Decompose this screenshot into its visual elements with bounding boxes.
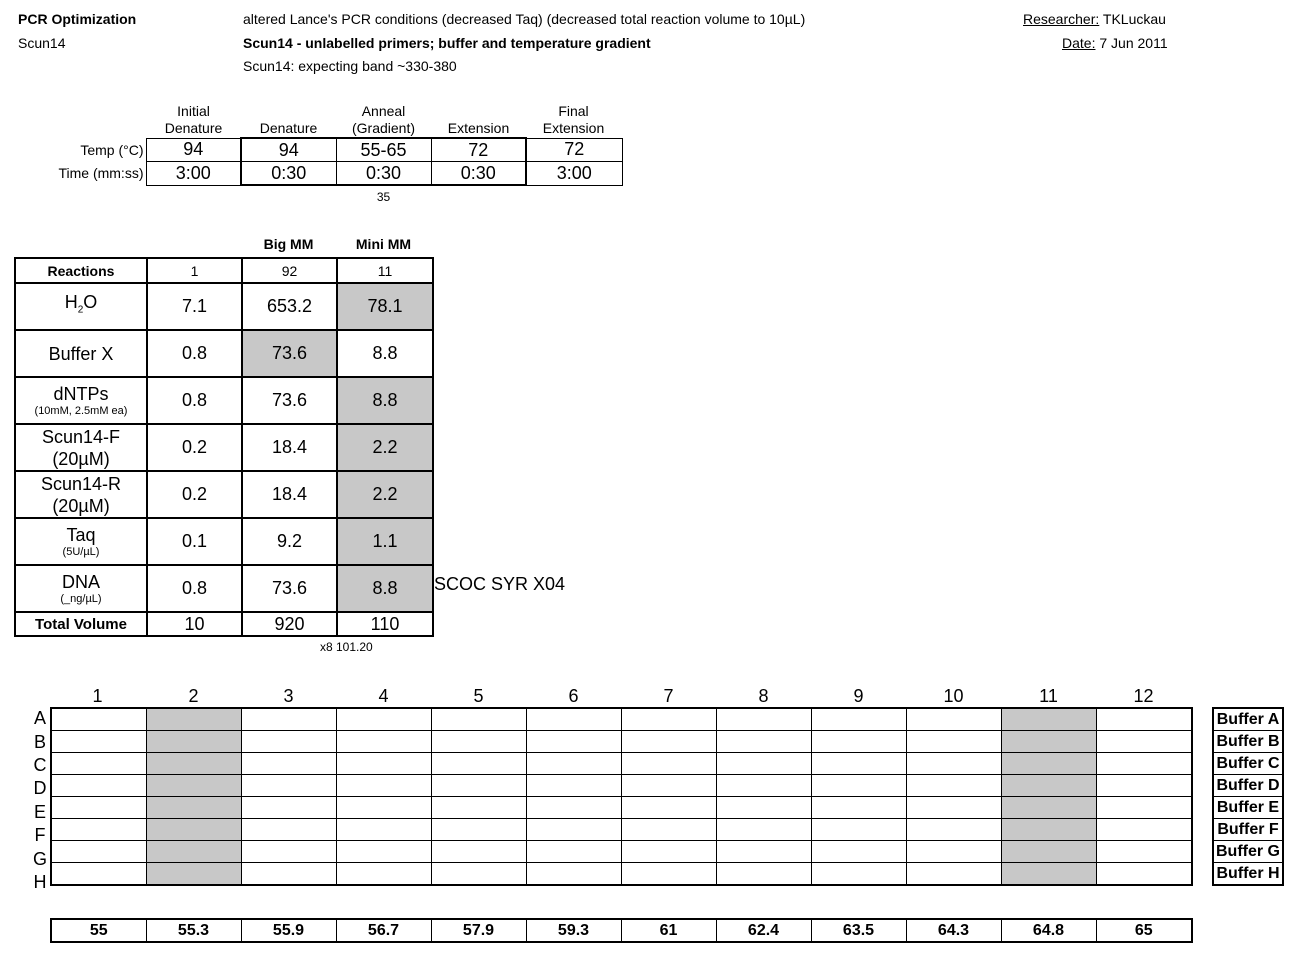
buffer-label: Buffer C	[1213, 753, 1283, 775]
time-cell: 3:00	[146, 162, 241, 186]
mm-cell: 7.1	[147, 283, 242, 330]
plate-well	[1096, 841, 1192, 863]
gradient-temp: 63.5	[811, 919, 906, 942]
plate-well	[526, 753, 621, 775]
gradient-temp: 57.9	[431, 919, 526, 942]
mm-cell: 653.2	[242, 283, 337, 330]
mm-cell: 78.1	[337, 283, 433, 330]
plate-well	[811, 819, 906, 841]
plate-row-label: E	[33, 802, 46, 822]
plate-well	[431, 863, 526, 886]
plate-row-label: C	[33, 755, 47, 775]
plate-well	[336, 797, 431, 819]
plate-well	[716, 731, 811, 753]
mm-cell: 73.6	[242, 377, 337, 424]
plate-well	[51, 753, 146, 775]
buffer-column	[1212, 707, 1284, 886]
mm-cell: 0.8	[147, 377, 242, 424]
plate-row-label: F	[34, 825, 46, 845]
temp-label: Temp (°C)	[80, 141, 144, 158]
mm-cell: 2.2	[337, 424, 433, 471]
dna-sample-id: SCOC SYR X04	[434, 574, 566, 594]
plate-well	[146, 708, 241, 731]
time-cell: 0:30	[241, 162, 336, 186]
plate-well	[811, 708, 906, 731]
mm-cell: 8.8	[337, 377, 433, 424]
mm-cell: 9.2	[242, 518, 337, 565]
plate-row-label: D	[33, 778, 47, 798]
plate-well	[621, 753, 716, 775]
plate-well	[1001, 841, 1096, 863]
mm-cell: 18.4	[242, 471, 337, 518]
gradient-temp: 65	[1096, 919, 1192, 942]
header-note-1: altered Lance's PCR conditions (decreased Taq) (decreased total reaction volume to 10µL)	[243, 11, 806, 27]
plate-well	[51, 775, 146, 797]
mini-mm-label: Mini MM	[355, 236, 412, 252]
plate-well	[811, 841, 906, 863]
plate-row	[51, 708, 1192, 731]
plate-col-label: 9	[853, 686, 864, 706]
plate-well	[1001, 775, 1096, 797]
plate-row-label: A	[33, 708, 46, 728]
master-mix-table	[14, 257, 434, 637]
plate-well	[906, 731, 1001, 753]
plate-well	[431, 797, 526, 819]
gradient-temp: 55.3	[146, 919, 241, 942]
plate-col-label: 11	[1039, 686, 1058, 706]
plate-well	[526, 731, 621, 753]
gradient-temp: 64.3	[906, 919, 1001, 942]
doc-subtitle: Scun14	[18, 35, 66, 51]
plate-col-label: 2	[188, 686, 199, 706]
plate-well	[906, 797, 1001, 819]
col-extension: Extension	[447, 120, 510, 136]
temp-cell: 72	[431, 138, 526, 162]
plate-row	[51, 775, 1192, 797]
plate-well	[241, 775, 336, 797]
plate-col-label: 12	[1133, 686, 1154, 706]
plate-well	[1001, 819, 1096, 841]
reactions-cell: 1	[147, 258, 242, 283]
plate-well	[1096, 819, 1192, 841]
plate-well	[1001, 708, 1096, 731]
plate-well	[146, 863, 241, 886]
plate-well	[621, 863, 716, 886]
plate-well	[146, 797, 241, 819]
buffer-label: Buffer F	[1213, 819, 1283, 841]
buffer-label: Buffer D	[1213, 775, 1283, 797]
plate-well	[241, 708, 336, 731]
temp-cell: 72	[526, 138, 622, 162]
mm-cell: 8.8	[337, 330, 433, 377]
plate-well	[1001, 731, 1096, 753]
plate-well	[336, 841, 431, 863]
gradient-temp: 59.3	[526, 919, 621, 942]
plate-well	[336, 731, 431, 753]
plate-well	[241, 819, 336, 841]
plate-well	[716, 753, 811, 775]
plate-well	[716, 797, 811, 819]
plate-well	[51, 731, 146, 753]
plate-col-label: 3	[283, 686, 294, 706]
time-cell: 0:30	[431, 162, 526, 186]
reagent-primer-r: Scun14-R (20µM)	[15, 471, 147, 518]
plate-well	[1096, 863, 1192, 886]
temperature-gradient-row	[50, 918, 1193, 943]
gradient-temp: 61	[621, 919, 716, 942]
plate-well	[621, 819, 716, 841]
plate-well	[51, 863, 146, 886]
plate-well	[716, 708, 811, 731]
total-cell: 10	[147, 612, 242, 636]
plate-well	[431, 819, 526, 841]
plate-well	[811, 797, 906, 819]
plate-well	[1096, 731, 1192, 753]
plate-col-label: 6	[568, 686, 579, 706]
plate-well	[621, 731, 716, 753]
plate-well	[621, 708, 716, 731]
plate-row-label: H	[33, 872, 47, 892]
plate-well	[146, 753, 241, 775]
plate-well	[241, 841, 336, 863]
plate-well	[811, 731, 906, 753]
col-anneal: Anneal (Gradient)	[351, 103, 416, 136]
buffer-label: Buffer B	[1213, 731, 1283, 753]
plate-row	[51, 797, 1192, 819]
mm-cell: 18.4	[242, 424, 337, 471]
plate-well	[906, 841, 1001, 863]
mm-cell: 73.6	[242, 565, 337, 612]
reactions-label: Reactions	[15, 258, 147, 283]
mm-cell: 8.8	[337, 565, 433, 612]
plate-well	[526, 797, 621, 819]
mm-cell: 0.2	[147, 424, 242, 471]
plate-col-label: 5	[473, 686, 484, 706]
plate-well	[906, 775, 1001, 797]
plate-well	[526, 775, 621, 797]
reagent-dna: DNA (_ng/µL)	[15, 565, 147, 612]
plate-well	[811, 775, 906, 797]
date-value: 7 Jun 2011	[1099, 35, 1168, 51]
total-cell: 110	[337, 612, 433, 636]
plate-col-label: 1	[92, 686, 103, 706]
mm-cell: 0.8	[147, 565, 242, 612]
date-field	[1062, 35, 1168, 51]
plate-well	[241, 753, 336, 775]
col-denature: Denature	[259, 120, 318, 136]
buffer-label: Buffer H	[1213, 863, 1283, 886]
gradient-temp: 62.4	[716, 919, 811, 942]
plate-row	[51, 731, 1192, 753]
plate-well	[146, 841, 241, 863]
plate-row	[51, 863, 1192, 886]
plate-well	[1096, 753, 1192, 775]
plate-well	[621, 775, 716, 797]
header-note-2: Scun14 - unlabelled primers; buffer and temperature gradient	[243, 35, 651, 51]
plate-well	[716, 775, 811, 797]
plate-well	[716, 819, 811, 841]
researcher-field	[1023, 11, 1166, 27]
researcher-label: Researcher:	[1023, 11, 1100, 27]
plate-well	[906, 753, 1001, 775]
plate-well	[526, 863, 621, 886]
plate-grid	[50, 707, 1193, 886]
plate-well	[716, 863, 811, 886]
plate-well	[146, 731, 241, 753]
plate-col-label: 7	[663, 686, 674, 706]
plate-well	[811, 863, 906, 886]
plate-well	[146, 775, 241, 797]
plate-well	[241, 863, 336, 886]
plate-well	[241, 731, 336, 753]
plate-well	[431, 775, 526, 797]
plate-well	[1001, 863, 1096, 886]
temp-cell: 94	[146, 138, 241, 162]
time-label: Time (mm:ss)	[58, 165, 144, 182]
plate-well	[716, 841, 811, 863]
mm-footnote: x8 101.20	[320, 640, 373, 654]
total-volume-label: Total Volume	[15, 612, 147, 636]
reagent-taq: Taq (5U/µL)	[15, 518, 147, 565]
plate-row	[51, 841, 1192, 863]
plate-row	[51, 819, 1192, 841]
plate-well	[241, 797, 336, 819]
plate-well	[906, 708, 1001, 731]
col-initial-denature: Initial Denature	[164, 103, 223, 136]
plate-col-label: 8	[758, 686, 769, 706]
plate-well	[1001, 753, 1096, 775]
plate-well	[1096, 775, 1192, 797]
big-mm-label: Big MM	[263, 236, 314, 252]
plate-col-label: 4	[378, 686, 389, 706]
researcher-value: TKLuckau	[1102, 11, 1166, 27]
plate-well	[526, 841, 621, 863]
gradient-temp: 56.7	[336, 919, 431, 942]
plate-row-label: B	[33, 732, 46, 752]
plate-col-label: 10	[943, 686, 964, 706]
col-final-extension: Final Extension	[542, 103, 605, 136]
mm-cell: 1.1	[337, 518, 433, 565]
plate-well	[51, 708, 146, 731]
reagent-h2o: $H_2O$	[15, 283, 147, 330]
gradient-temp: 55.9	[241, 919, 336, 942]
plate-well	[431, 708, 526, 731]
gradient-temp: 64.8	[1001, 919, 1096, 942]
plate-well	[1096, 797, 1192, 819]
time-cell: 0:30	[336, 162, 431, 186]
date-label: Date:	[1062, 35, 1096, 51]
plate-well	[621, 841, 716, 863]
gradient-temp: 55	[51, 919, 146, 942]
plate-well	[51, 819, 146, 841]
plate-well	[336, 708, 431, 731]
plate-well	[431, 753, 526, 775]
buffer-label: Buffer G	[1213, 841, 1283, 863]
plate-well	[526, 819, 621, 841]
mm-cell: 2.2	[337, 471, 433, 518]
buffer-label: Buffer A	[1213, 708, 1283, 731]
plate-well	[811, 753, 906, 775]
plate-well	[336, 819, 431, 841]
plate-well	[336, 753, 431, 775]
reactions-cell: 92	[242, 258, 337, 283]
plate-well	[51, 841, 146, 863]
plate-well	[336, 775, 431, 797]
temp-cell: 55-65	[336, 138, 431, 162]
plate-row	[51, 753, 1192, 775]
mm-cell: 0.1	[147, 518, 242, 565]
thermal-program-table	[45, 137, 623, 186]
temp-cell: 94	[241, 138, 336, 162]
reagent-primer-f: Scun14-F (20µM)	[15, 424, 147, 471]
plate-well	[431, 841, 526, 863]
plate-well	[906, 863, 1001, 886]
reagent-dntps: dNTPs (10mM, 2.5mM ea)	[15, 377, 147, 424]
plate-well	[1001, 797, 1096, 819]
plate-well	[51, 797, 146, 819]
time-cell: 3:00	[526, 162, 622, 186]
plate-row-label: G	[32, 849, 47, 869]
reactions-cell: 11	[337, 258, 433, 283]
mm-cell: 0.8	[147, 330, 242, 377]
mm-cell: 0.2	[147, 471, 242, 518]
total-cell: 920	[242, 612, 337, 636]
cycle-count: 35	[376, 190, 391, 204]
doc-title: PCR Optimization	[18, 11, 137, 27]
reagent-buffer: Buffer X	[15, 330, 147, 377]
header-note-3: Scun14: expecting band ~330-380	[243, 58, 457, 74]
plate-well	[146, 819, 241, 841]
mm-cell: 73.6	[242, 330, 337, 377]
buffer-label: Buffer E	[1213, 797, 1283, 819]
plate-well	[621, 797, 716, 819]
plate-well	[906, 819, 1001, 841]
plate-well	[431, 731, 526, 753]
plate-well	[336, 863, 431, 886]
plate-well	[526, 708, 621, 731]
plate-well	[1096, 708, 1192, 731]
